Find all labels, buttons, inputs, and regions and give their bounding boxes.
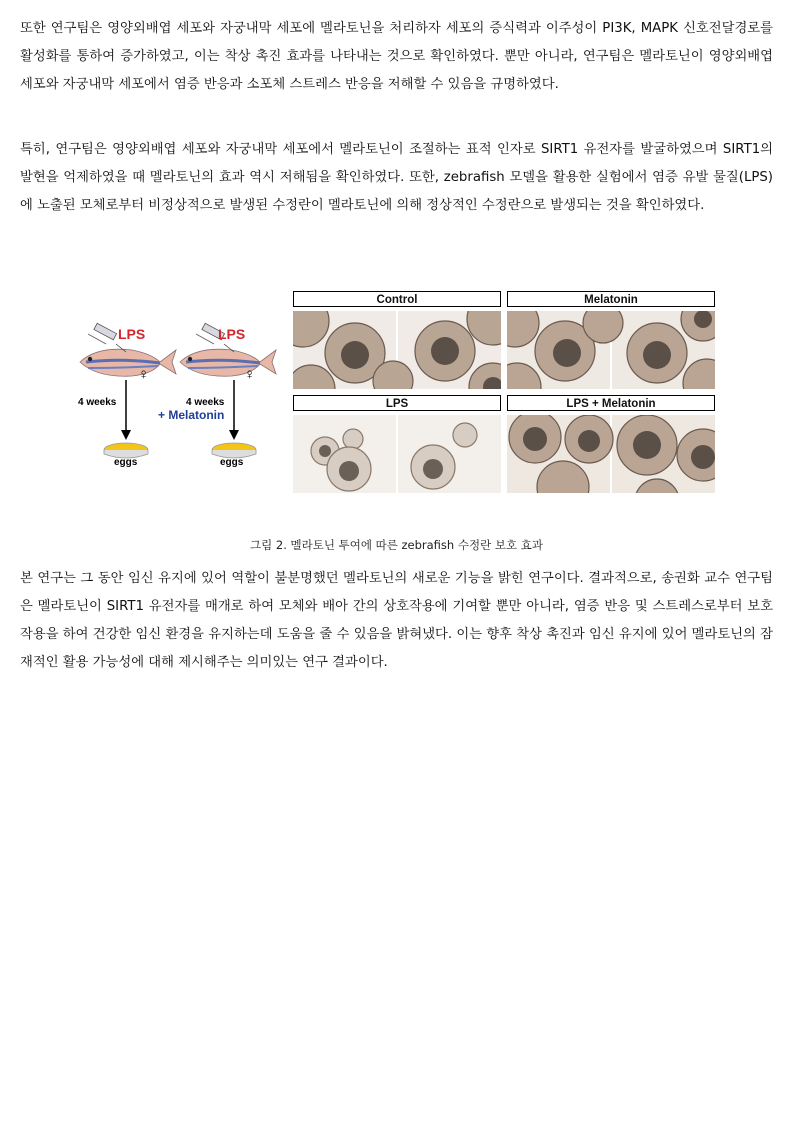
- arrow-down-icon-left: [121, 380, 131, 440]
- weeks-label-right: 4 weeks: [186, 397, 225, 408]
- panel-title-lps-melatonin: LPS + Melatonin: [507, 395, 715, 411]
- paragraph-conclusion: 본 연구는 그 동안 임신 유지에 있어 역할이 불분명했던 멜라토닌의 새로운 기능을 밝힌 연구이다. 결과적으로, 송권화 교수 연구팀은 멜라토닌이 SIRT1 유전자를 매개로 하여 모체와 배아 간의 상호작용에 기여할 뿐만 아니라, 염증 반응 및 스트레스로부터 보호 작용을 하여 건강한 임신 환경을 유지하는데 도움을 줄 수 있음을 밝혀냈다. 이는 향후 착상 촉진과 임신 유지에 있어 멜라토닌의 잠재적인 활용 가능성에 대해 제시해주는 의미있는 연구 결과이다.: [20, 571, 773, 670]
- zebrafish-icon-right: [180, 349, 276, 376]
- eggs-label-right: eggs: [220, 457, 244, 468]
- paragraph-sirt1-zebrafish: 특히, 연구팀은 영양외배엽 세포와 자궁내막 세포에서 멜라토닌이 조절하는 표적 인자로 SIRT1 유전자를 발굴하였으며 SIRT1의 발현을 억제하였을 때 멜라토닌의 효과 역시 저해됨을 확인하였다. 또한, zebrafish 모델을 활용한 실험에서 염증 유발 물질(LPS)에 노출된 모체로부터 비정상적으로 발생된 수정란이 멜라토닌에 의해 정상적인 수정란으로 발생되는 것을 확인하였다.: [20, 142, 773, 213]
- paragraph-implantation: 또한 연구팀은 영양외배엽 세포와 자궁내막 세포에 멜라토닌을 처리하자 세포의 증식력과 이주성이 PI3K, MAPK 신호전달경로를 활성화를 통하여 증가하였고, 이는 착상 촉진 효과를 나타내는 것으로 확인하였다. 뿐만 아니라, 연구팀은 멜라토닌이 영양외배엽 세포와 자궁내막 세포에서 염증 반응과 소포체 스트레스 반응을 저해할 수 있음을 규명하였다.: [20, 21, 773, 92]
- panel-title-melatonin: Melatonin: [507, 291, 715, 307]
- photo-lps-embryos: [293, 415, 501, 493]
- photo-control-embryos: [293, 311, 501, 389]
- arrow-down-icon-right: [229, 380, 239, 440]
- photo-melatonin-embryos: [507, 311, 715, 389]
- female-symbol-right: ♀: [244, 366, 256, 383]
- melatonin-label: + Melatonin: [158, 408, 225, 422]
- experiment-schematic: [72, 262, 277, 520]
- lps-label-left: LPS: [118, 326, 146, 342]
- figure-caption: 그림 2. 멜라토닌 투여에 따른 zebrafish 수정란 보호 효과: [250, 538, 543, 552]
- egg-dish-icon-right: [212, 443, 256, 458]
- photo-lps-melatonin-embryos: [507, 415, 715, 493]
- panel-title-lps: LPS: [293, 395, 501, 411]
- eggs-label-left: eggs: [114, 457, 138, 468]
- figure-zebrafish: [72, 262, 722, 520]
- zebrafish-icon-left: [80, 349, 176, 376]
- panel-title-control: Control: [293, 291, 501, 307]
- lps-label-right: LPS: [218, 326, 246, 342]
- weeks-label-left: 4 weeks: [78, 397, 117, 408]
- female-symbol-left: ♀: [138, 366, 150, 383]
- egg-dish-icon-left: [104, 443, 148, 458]
